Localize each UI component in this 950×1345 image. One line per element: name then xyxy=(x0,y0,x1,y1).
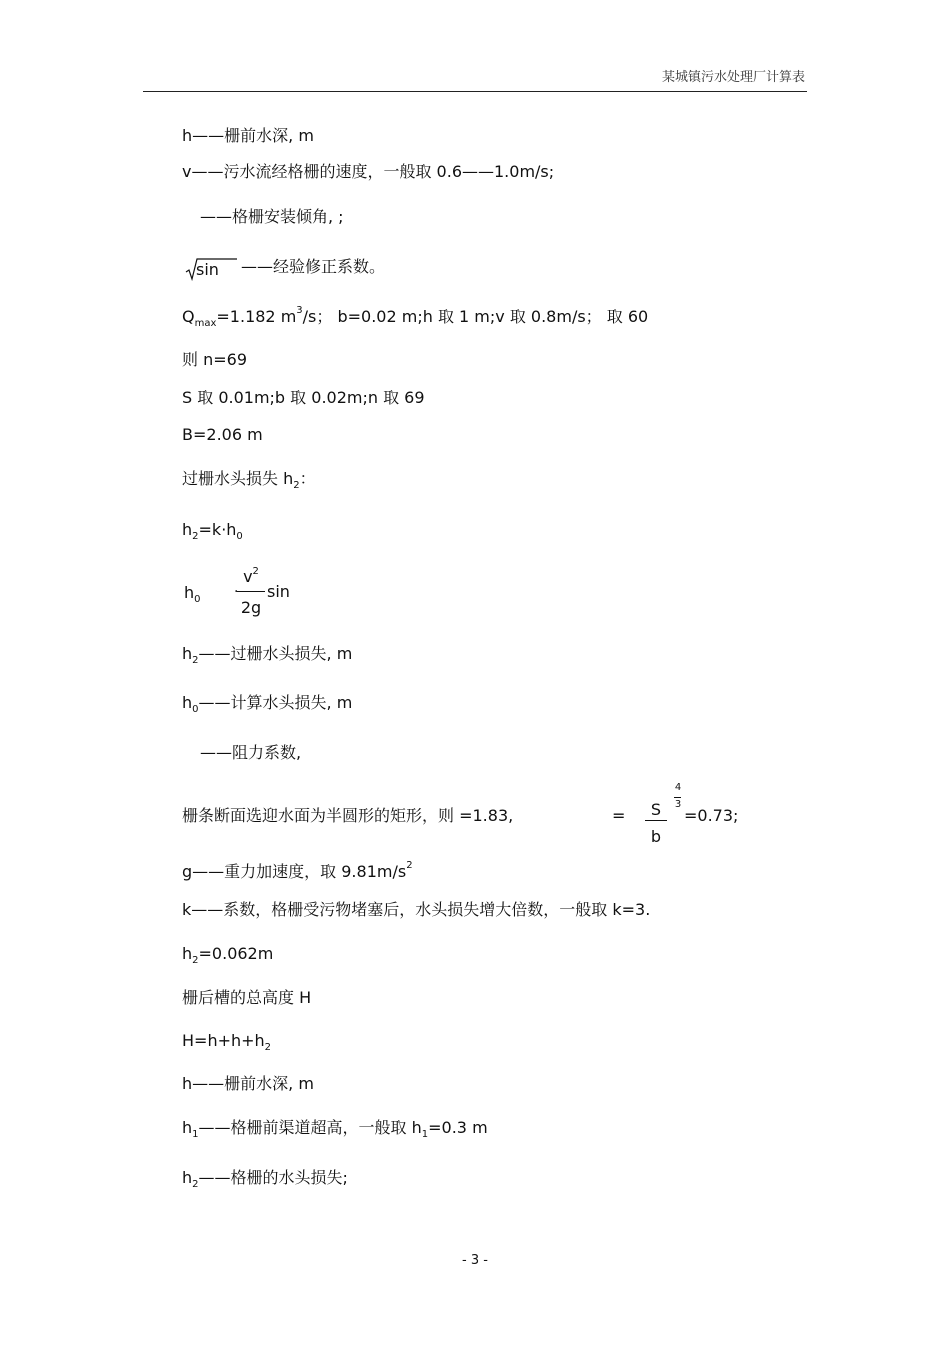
exponent-denominator: 3 xyxy=(674,799,682,810)
line-h1-def: $h_1——$格栅前渠道超高，一般取 $h_1=0.3$ m xyxy=(182,1118,488,1140)
line-h-def: h——栅前水深, m xyxy=(182,126,314,145)
header-title: 某城镇污水处理厂计算表 xyxy=(661,70,805,85)
formula-h0-sin: sin xyxy=(267,582,290,601)
formula-h0-lhs: $h_0$ xyxy=(184,583,201,605)
line-bar-shape: 栅条断面选迎水面为半圆形的矩形，则 =1.83, xyxy=(182,806,514,825)
line-g-def: g——重力加速度，取 $9.81m/s^2$ xyxy=(182,860,413,881)
equals-sign: = xyxy=(612,806,626,825)
line-angle-def: ——格栅安装倾角, ; xyxy=(200,207,344,226)
line-b-width: B=2.06 m xyxy=(182,425,263,444)
ratio-result: =0.73; xyxy=(684,806,739,825)
line-h-def-2: h——栅前水深, m xyxy=(182,1074,314,1093)
line-resistance-def: ——阻力系数, xyxy=(200,743,302,762)
dot-operator: · xyxy=(234,584,239,600)
sqrt-sin: sin xyxy=(196,260,219,279)
line-h2-def: $h_2——$过栅水头损失, m xyxy=(182,644,353,666)
exponent-numerator: 4 xyxy=(674,782,682,793)
exponent-bar xyxy=(674,797,681,798)
line-qmax: $Q_{max}=1.182$ $m^3/s$； b=0.02 m;h 取 1 m;v 取 0.8m/s； 取 60 xyxy=(182,305,649,329)
line-h0-def: $h_0——$计算水头损失, m xyxy=(182,693,353,715)
line-k-def: k——系数，格栅受污物堵塞后，水头损失增大倍数，一般取 k=3. xyxy=(182,900,651,919)
ratio-denominator: b xyxy=(650,827,662,846)
line-n: 则 n=69 xyxy=(182,350,247,369)
fraction-bar xyxy=(237,591,265,592)
formula-h0-numerator: $v^2$ xyxy=(243,566,259,586)
line-h2-def-2: $h_2——$格栅的水头损失; xyxy=(182,1168,348,1190)
formula-h2: $h_2=k\cdot h_0$ xyxy=(182,520,243,542)
line-total-height-title: 栅后槽的总高度 H xyxy=(182,988,312,1007)
page-number: - 3 - xyxy=(462,1253,488,1268)
line-s-b-n: S 取 0.01m;b 取 0.02m;n 取 69 xyxy=(182,388,425,407)
line-correction-def: ——经验修正系数。 xyxy=(241,257,386,276)
line-head-loss-title: 过栅水头损失 $h_2$： xyxy=(182,469,316,491)
ratio-bar xyxy=(645,820,667,821)
formula-total-height: $H=h+h+h_2$ xyxy=(182,1031,272,1053)
formula-h0-denominator: 2g xyxy=(240,598,262,617)
header-rule xyxy=(143,91,807,92)
line-h2-value: $h_2=0.062m$ xyxy=(182,944,274,966)
ratio-numerator: S xyxy=(650,800,662,819)
line-v-def: v——污水流经格栅的速度，一般取 0.6——1.0m/s; xyxy=(182,162,555,181)
